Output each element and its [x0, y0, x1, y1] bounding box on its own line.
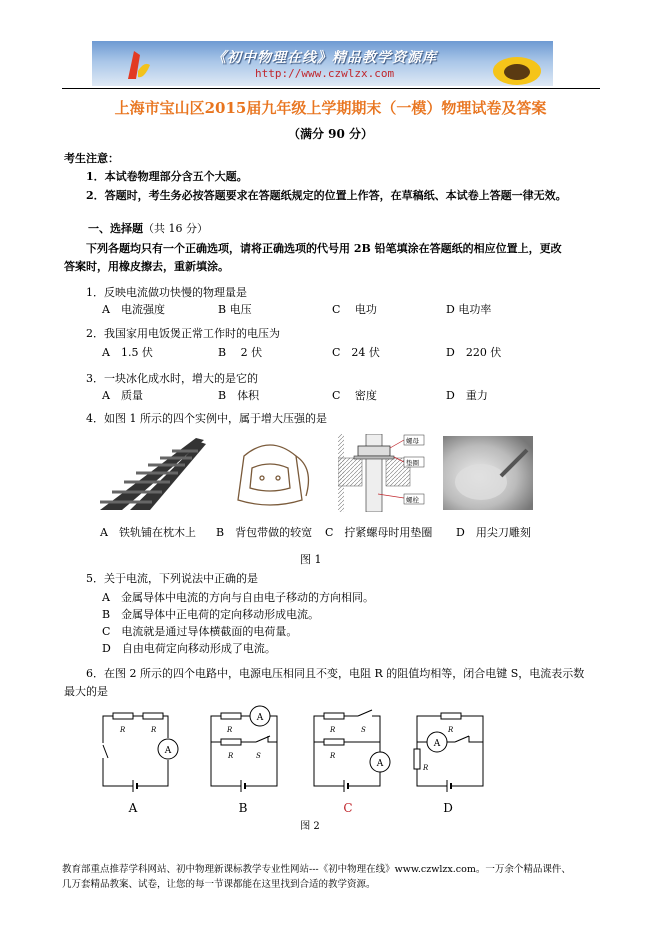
- footer: [62, 862, 571, 892]
- page-subtitle: （满分 90 分）: [287, 127, 374, 141]
- switch-icon: [455, 736, 469, 742]
- section-instructions: 下列各题均只有一个正确选项，请将正确选项的代号用 2B 铅笔填涂在答题纸的相应位置上，更改: [86, 242, 562, 255]
- banner-url: http://www.czwlzx.com: [255, 67, 395, 80]
- circuit-label-c: C: [343, 801, 353, 815]
- backpack-image: [222, 438, 318, 510]
- section-title: 一、选择题: [88, 222, 143, 235]
- option-c: C 密度: [332, 389, 377, 402]
- notice-item: 2．答题时，考生务必按答题要求在答题纸规定的位置上作答，在草稿纸、本试卷上答题一律无效。: [86, 189, 567, 202]
- section-points: （共 16 分）: [143, 222, 208, 235]
- resistor-label: R: [120, 726, 126, 734]
- resistor-label: R: [330, 752, 336, 760]
- circuit-c: [314, 710, 390, 792]
- figure-caption-a: A 铁轨铺在枕木上: [100, 526, 196, 539]
- railway-track-image: [100, 436, 206, 510]
- nut-label: 螺母: [406, 437, 419, 445]
- option-c: C 电功: [332, 303, 377, 316]
- question-stem: 2．我国家用电饭煲正常工作时的电压为: [86, 327, 280, 340]
- question-stem: 最大的是: [64, 685, 108, 698]
- option-d: D 自由电荷定向移动形成了电流。: [102, 642, 276, 655]
- resistor-label: R: [330, 726, 336, 734]
- option-d: D 电功率: [446, 303, 492, 316]
- switch-icon: [103, 745, 108, 758]
- question-stem: 3．一块冰化成水时，增大的是它的: [86, 372, 258, 385]
- ammeter-label: A: [376, 759, 384, 769]
- resistor-label: R: [227, 726, 233, 734]
- switch-label: S: [256, 752, 261, 760]
- switch-icon: [358, 710, 372, 716]
- bolt-label: 螺栓: [406, 496, 419, 504]
- ammeter-label: A: [256, 713, 264, 723]
- page-title: 上海市宝山区2015届九年级上学期期末（一模）物理试卷及答案: [114, 99, 547, 117]
- option-c: C 电流就是通过导体横截面的电荷量。: [102, 625, 298, 638]
- option-c: C 24 伏: [332, 346, 380, 359]
- site-banner: [92, 41, 553, 86]
- figure-title: 图 1: [300, 553, 322, 566]
- option-a: A 质量: [102, 389, 143, 402]
- resistor-label: R: [151, 726, 157, 734]
- circuit-label-d: D: [443, 801, 453, 815]
- circuit-label-b: B: [238, 801, 248, 815]
- banner-title: 《初中物理在线》精品教学资源库: [212, 50, 437, 66]
- sunflower-icon: [489, 51, 541, 86]
- figure-caption-c: C 拧紧螺母时用垫圈: [325, 526, 433, 539]
- question-stem: 1．反映电流做功快慢的物理量是: [86, 286, 247, 299]
- figure-title: 图 2: [300, 821, 320, 832]
- bolt-washer-diagram: [338, 434, 430, 512]
- header-rule: [62, 88, 600, 89]
- section-heading: [88, 222, 208, 236]
- site-logo-icon: [122, 49, 152, 81]
- circuit-d: [414, 713, 483, 792]
- ammeter-label: A: [164, 746, 172, 756]
- washer-label: 垫圈: [406, 459, 419, 467]
- option-b: B 体积: [218, 389, 260, 402]
- circuit-label-a: A: [128, 801, 138, 815]
- footer-line: 几万套精品教案、试卷，让您的每一节课都能在这里找到合适的教学资源。: [62, 879, 376, 890]
- option-a: A 1.5 伏: [102, 346, 153, 359]
- circuit-b: [211, 706, 277, 792]
- option-a: A 金属导体中电流的方向与自由电子移动的方向相同。: [102, 591, 374, 604]
- knife-carving-photo: [443, 436, 533, 510]
- resistor-label: R: [228, 752, 234, 760]
- option-b: B 金属导体中正电荷的定向移动形成电流。: [102, 608, 320, 621]
- option-b: B 2 伏: [218, 346, 263, 359]
- switch-label: S: [361, 726, 366, 734]
- option-b: B 电压: [218, 303, 252, 316]
- question-stem: 4．如图 1 所示的四个实例中，属于增大压强的是: [86, 412, 327, 425]
- notice-heading: 考生注意：: [64, 152, 119, 165]
- figure-caption-b: B 背包带做的较宽: [216, 526, 313, 539]
- resistor-label: R: [448, 726, 454, 734]
- footer-line: 教育部重点推荐学科网站、初中物理新课标教学专业性网站---《初中物理在线》www.czwlzx.com。一万余个精品课件、: [62, 864, 571, 875]
- question-stem: 5．关于电流，下列说法中正确的是: [86, 572, 258, 585]
- notice-item: 1．本试卷物理部分含五个大题。: [86, 170, 248, 183]
- option-d: D 重力: [446, 389, 488, 402]
- resistor-label: R: [423, 764, 429, 772]
- figure-caption-d: D 用尖刀雕刻: [456, 526, 531, 539]
- ammeter-label: A: [433, 739, 441, 749]
- section-instructions: 答案时，用橡皮擦去，重新填涂。: [64, 260, 229, 273]
- circuit-diagrams: [0, 700, 661, 835]
- question-stem: 6．在图 2 所示的四个电路中，电源电压相同且不变，电阻 R 的阻值均相等，闭合电键 S，电流表示数: [86, 667, 585, 680]
- option-a: A 电流强度: [102, 303, 165, 316]
- option-d: D 220 伏: [446, 346, 502, 359]
